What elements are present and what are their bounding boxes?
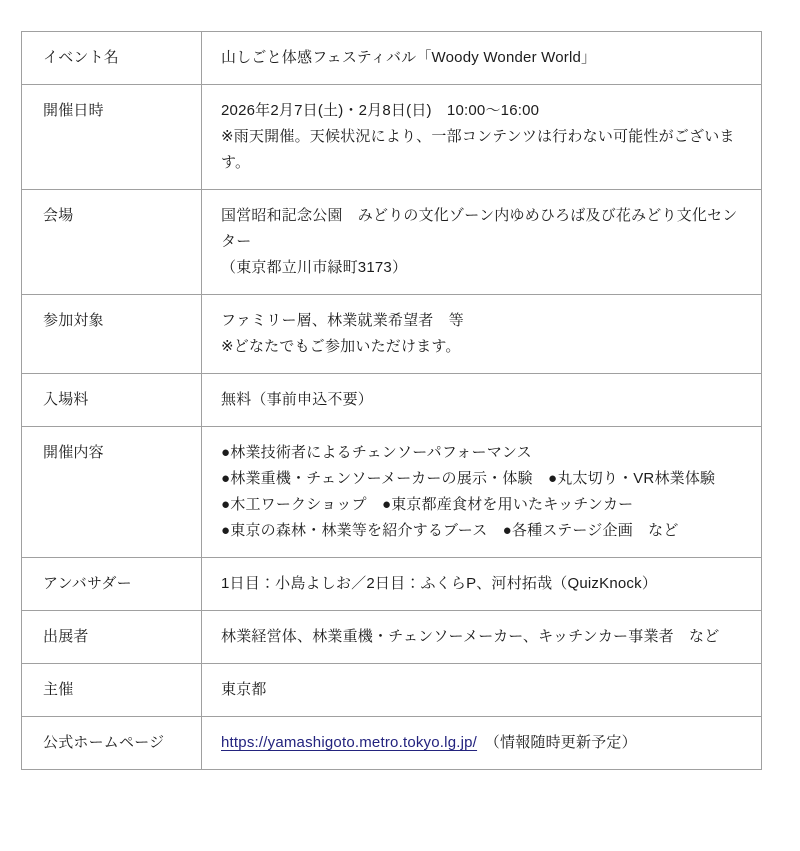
table-row-venue <box>22 190 762 295</box>
table-row-admission-fee <box>22 374 762 427</box>
row-label: アンバサダー <box>22 558 202 611</box>
value-line: ●東京の森林・林業等を紹介するブース ●各種ステージ企画 など <box>221 522 679 539</box>
value-line: 1日目：小島よしお／2日目：ふくらP、河村拓哉（QuizKnock） <box>221 575 658 592</box>
value-line: ●林業重機・チェンソーメーカーの展示・体験 ●丸太切り・VR林業体験 <box>221 470 716 487</box>
table-row-ambassador <box>22 558 762 611</box>
table-row-official-website <box>22 717 762 770</box>
value-line: ●木工ワークショップ ●東京都産食材を用いたキッチンカー <box>221 496 634 513</box>
event-info-table <box>21 31 762 770</box>
row-label: 参加対象 <box>22 295 202 374</box>
value-line: 山しごと体感フェスティバル「Woody Wonder World」 <box>221 49 597 66</box>
row-label: 開催内容 <box>22 427 202 558</box>
value-line: ファミリー層、林業就業希望者 等 <box>221 312 464 329</box>
value-line: ※雨天開催。天候状況により、一部コンテンツは行わない可能性がございます。 <box>221 128 735 171</box>
row-label: 出展者 <box>22 611 202 664</box>
value-line: （東京都立川市緑町3173） <box>221 259 408 276</box>
row-value <box>202 85 762 190</box>
table-row-event-contents <box>22 427 762 558</box>
row-label: 主催 <box>22 664 202 717</box>
value-line: 東京都 <box>221 681 267 698</box>
value-line: ※どなたでもご参加いただけます。 <box>221 338 461 355</box>
table-row-organizer <box>22 664 762 717</box>
row-value <box>202 32 762 85</box>
value-line: 無料（事前申込不要） <box>221 391 374 408</box>
row-label: 開催日時 <box>22 85 202 190</box>
row-value <box>202 611 762 664</box>
row-value <box>202 427 762 558</box>
row-value <box>202 558 762 611</box>
value-line: 2026年2月7日(土)・2月8日(日) 10:00～16:00 <box>221 102 540 119</box>
table-row-exhibitors <box>22 611 762 664</box>
official-website-link[interactable]: https://yamashigoto.metro.tokyo.lg.jp/ <box>221 734 478 751</box>
website-update-note: （情報随時更新予定） <box>477 734 637 751</box>
value-line: ●林業技術者によるチェンソーパフォーマンス <box>221 444 532 461</box>
table-row-date-time <box>22 85 762 190</box>
value-line: 国営昭和記念公園 みどりの文化ゾーン内ゆめひろば及び花みどり文化センター <box>221 207 738 250</box>
table-row-event-name <box>22 32 762 85</box>
row-value <box>202 717 762 770</box>
row-label: 会場 <box>22 190 202 295</box>
table-row-target-audience <box>22 295 762 374</box>
row-value <box>202 190 762 295</box>
row-value <box>202 664 762 717</box>
row-value <box>202 295 762 374</box>
value-line: 林業経営体、林業重機・チェンソーメーカー、キッチンカー事業者 など <box>221 628 720 645</box>
row-label: 公式ホームページ <box>22 717 202 770</box>
value-line <box>221 730 745 756</box>
row-label: 入場料 <box>22 374 202 427</box>
row-label: イベント名 <box>22 32 202 85</box>
row-value <box>202 374 762 427</box>
